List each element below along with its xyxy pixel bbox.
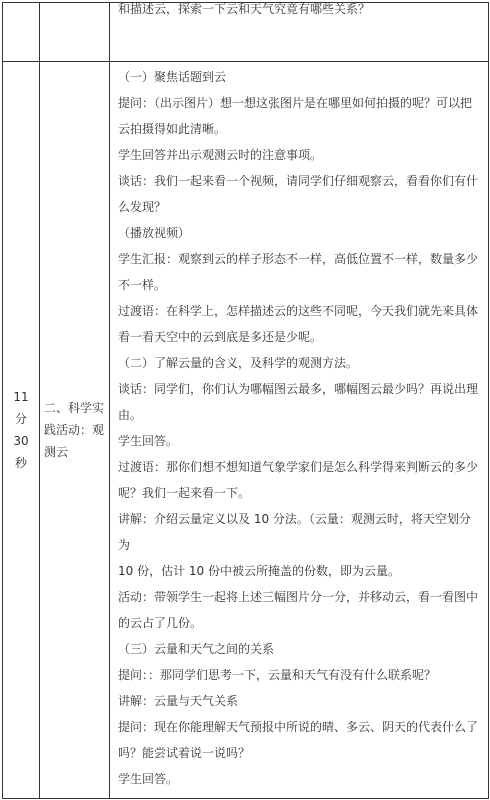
paragraph: 的云占了几份。 [118,616,203,630]
paragraph: 由。 [118,408,143,422]
paragraph: 提问：（出示图片）想一想这张图片是在哪里如何拍摄的呢？可以把 [118,96,473,110]
paragraph: 过渡语：那你们想不想知道气象学家们是怎么科学得来判断云的多少 [118,460,479,474]
paragraph: 活动：带领学生一起将上述三幅图片分一分，并移动云，看一看图中 [118,590,479,604]
time-line: 分 [14,412,27,426]
paragraph: （播放视频） [118,226,191,240]
content-body [110,62,488,792]
paragraph: 学生回答并出示观测云时的注意事项。 [118,148,323,162]
paragraph: 10 份，估计 10 份中被云所掩盖的份数，即为云量。 [118,564,400,578]
paragraph: 学生汇报：观察到云的样子形态不一样，高低位置不一样，数量多少 [118,252,479,266]
stage-line: 二、科学实 [44,401,105,415]
paragraph: 讲解：介绍云量定义以及 10 分法。（云量：观测云时，将天空划分为 [118,512,471,552]
stage-line: 践活动：观 [44,423,105,437]
content-cell [110,3,489,62]
paragraph: （三）云量和天气之间的关系 [118,642,275,656]
content-cell [110,62,489,799]
paragraph: 学生回答。 [118,434,179,448]
time-cell-empty [3,3,40,62]
paragraph: 过渡语：在科学上，怎样描述云的这些不同呢，今天我们就先来具体 [118,304,479,318]
paragraph: 谈话：同学们，你们认为哪幅图云最多，哪幅图云最少吗？再说出理 [118,382,479,396]
paragraph: 呢？我们一起来看一下。 [118,486,251,500]
paragraph: 讲解：云量与天气关系 [118,694,239,708]
paragraph: 不一样。 [118,278,167,292]
paragraph: 看一看天空中的云到底是多还是少呢。 [118,330,323,344]
paragraph: （二）了解云量的含义，及科学的观测方法。 [118,356,359,370]
stage-cell [40,62,110,799]
paragraph: （一）聚焦话题到云 [118,70,227,84]
paragraph: 么发现？ [118,200,167,214]
content-text: 和描述云，探索一下云和天气究竟有哪些关系？ [118,2,371,16]
time-cell [3,62,40,799]
time-line: 秒 [14,456,27,470]
paragraph: 谈话：我们一起来看一个视频，请同学们仔细观察云，看看你们有什 [118,174,479,188]
paragraph: 提问：现在你能理解天气预报中所说的晴、多云、阴天的代表什么了 [118,720,479,734]
stage-line: 测云 [44,445,69,459]
lesson-plan-table [2,2,489,799]
stage-cell-empty [40,3,110,62]
table-row [3,62,489,799]
paragraph: 提问：：那同学们思考一下，云量和天气有没有什么联系呢？ [118,668,437,682]
time-line: 11 [13,390,29,404]
paragraph: 云拍摄得如此清晰。 [118,122,227,136]
time-line: 30 [13,434,29,448]
paragraph: 学生回答。 [118,772,179,786]
table-row [3,3,489,62]
paragraph: 吗？能尝试着说一说吗？ [118,746,251,760]
